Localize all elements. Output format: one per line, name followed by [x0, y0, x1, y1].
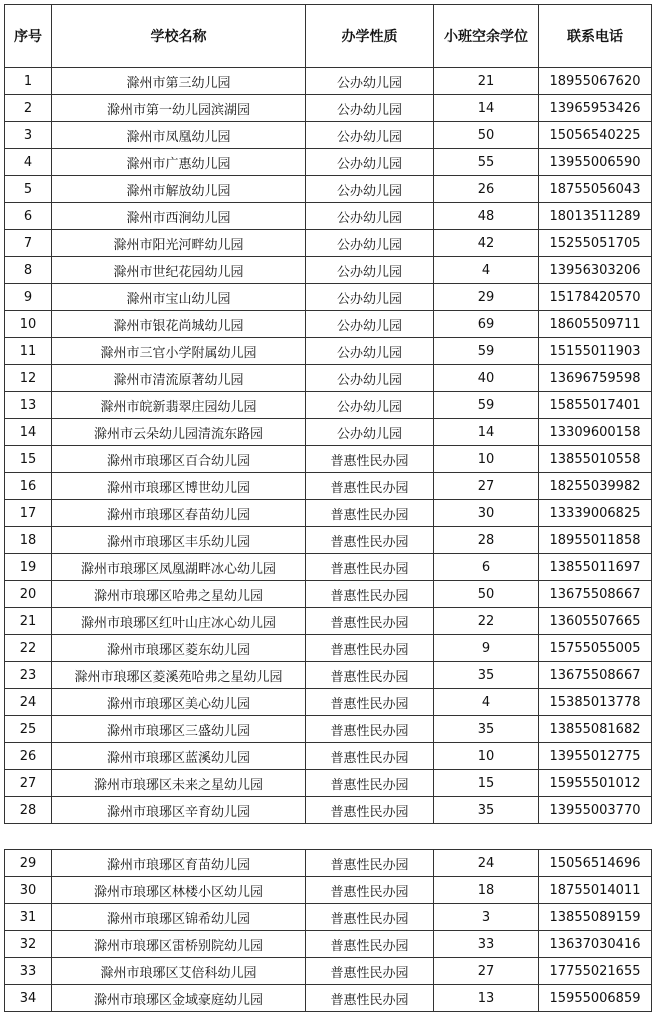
cell-no: 17	[5, 500, 52, 527]
cell-phone: 13855089159	[539, 904, 652, 931]
cell-phone: 15056514696	[539, 850, 652, 877]
cell-school-type: 公办幼儿园	[306, 122, 434, 149]
cell-school-name: 滁州市琅琊区美心幼儿园	[52, 689, 306, 716]
cell-school-type: 公办幼儿园	[306, 257, 434, 284]
cell-phone: 15155011903	[539, 338, 652, 365]
cell-phone: 13675508667	[539, 662, 652, 689]
table-header	[5, 5, 652, 68]
cell-available-seats: 59	[434, 392, 539, 419]
cell-no: 28	[5, 797, 52, 824]
cell-school-name: 滁州市琅琊区锦希幼儿园	[52, 904, 306, 931]
cell-no: 1	[5, 68, 52, 95]
cell-no: 18	[5, 527, 52, 554]
cell-school-name: 滁州市琅琊区菱东幼儿园	[52, 635, 306, 662]
cell-phone: 13637030416	[539, 931, 652, 958]
cell-school-type: 公办幼儿园	[306, 230, 434, 257]
cell-available-seats: 30	[434, 500, 539, 527]
cell-no: 19	[5, 554, 52, 581]
table-row	[5, 689, 652, 716]
cell-no: 2	[5, 95, 52, 122]
table-row	[5, 392, 652, 419]
table-row	[5, 716, 652, 743]
cell-available-seats: 33	[434, 931, 539, 958]
cell-no: 23	[5, 662, 52, 689]
header-no: 序号	[5, 5, 52, 68]
cell-phone: 18955067620	[539, 68, 652, 95]
cell-no: 25	[5, 716, 52, 743]
cell-school-type: 普惠性民办园	[306, 554, 434, 581]
cell-phone: 13855010558	[539, 446, 652, 473]
cell-phone: 15955501012	[539, 770, 652, 797]
cell-phone: 18755014011	[539, 877, 652, 904]
cell-no: 9	[5, 284, 52, 311]
cell-school-name: 滁州市第一幼儿园滨湖园	[52, 95, 306, 122]
table-row	[5, 877, 652, 904]
cell-school-type: 普惠性民办园	[306, 662, 434, 689]
cell-no: 31	[5, 904, 52, 931]
table-row	[5, 662, 652, 689]
cell-school-name: 滁州市琅琊区博世幼儿园	[52, 473, 306, 500]
table-row	[5, 149, 652, 176]
cell-no: 27	[5, 770, 52, 797]
table-row	[5, 203, 652, 230]
cell-available-seats: 55	[434, 149, 539, 176]
cell-phone: 15955006859	[539, 985, 652, 1012]
cell-phone: 13965953426	[539, 95, 652, 122]
cell-available-seats: 42	[434, 230, 539, 257]
cell-no: 4	[5, 149, 52, 176]
cell-school-name: 滁州市琅琊区三盛幼儿园	[52, 716, 306, 743]
cell-school-type: 公办幼儿园	[306, 176, 434, 203]
cell-available-seats: 35	[434, 662, 539, 689]
cell-available-seats: 6	[434, 554, 539, 581]
cell-school-type: 公办幼儿园	[306, 338, 434, 365]
cell-phone: 13605507665	[539, 608, 652, 635]
cell-available-seats: 24	[434, 850, 539, 877]
cell-school-name: 滁州市清流原著幼儿园	[52, 365, 306, 392]
cell-phone: 13955012775	[539, 743, 652, 770]
cell-no: 34	[5, 985, 52, 1012]
table-row	[5, 608, 652, 635]
cell-no: 3	[5, 122, 52, 149]
cell-school-name: 滁州市第三幼儿园	[52, 68, 306, 95]
cell-school-type: 普惠性民办园	[306, 527, 434, 554]
table-body-page-2	[5, 850, 652, 1012]
cell-available-seats: 27	[434, 473, 539, 500]
table-row	[5, 284, 652, 311]
cell-school-type: 公办幼儿园	[306, 419, 434, 446]
cell-school-name: 滁州市琅琊区红叶山庄冰心幼儿园	[52, 608, 306, 635]
cell-available-seats: 4	[434, 257, 539, 284]
cell-school-type: 公办幼儿园	[306, 365, 434, 392]
cell-school-name: 滁州市凤凰幼儿园	[52, 122, 306, 149]
cell-available-seats: 9	[434, 635, 539, 662]
cell-available-seats: 29	[434, 284, 539, 311]
header-school-type: 办学性质	[306, 5, 434, 68]
table-body-page-1	[5, 68, 652, 824]
cell-school-name: 滁州市琅琊区菱溪苑哈弗之星幼儿园	[52, 662, 306, 689]
table-row	[5, 527, 652, 554]
cell-school-name: 滁州市解放幼儿园	[52, 176, 306, 203]
cell-phone: 15255051705	[539, 230, 652, 257]
cell-school-type: 普惠性民办园	[306, 473, 434, 500]
cell-phone: 13309600158	[539, 419, 652, 446]
table-row	[5, 68, 652, 95]
cell-school-name: 滁州市琅琊区春苗幼儿园	[52, 500, 306, 527]
cell-school-type: 普惠性民办园	[306, 958, 434, 985]
cell-school-name: 滁州市银花尚城幼儿园	[52, 311, 306, 338]
cell-available-seats: 26	[434, 176, 539, 203]
cell-available-seats: 15	[434, 770, 539, 797]
cell-no: 32	[5, 931, 52, 958]
cell-phone: 15056540225	[539, 122, 652, 149]
table-row	[5, 554, 652, 581]
cell-school-name: 滁州市琅琊区百合幼儿园	[52, 446, 306, 473]
table-row	[5, 770, 652, 797]
cell-school-type: 公办幼儿园	[306, 68, 434, 95]
table-row	[5, 95, 652, 122]
cell-available-seats: 10	[434, 743, 539, 770]
cell-available-seats: 10	[434, 446, 539, 473]
cell-available-seats: 35	[434, 716, 539, 743]
cell-school-type: 公办幼儿园	[306, 311, 434, 338]
cell-available-seats: 21	[434, 68, 539, 95]
cell-available-seats: 4	[434, 689, 539, 716]
cell-no: 26	[5, 743, 52, 770]
cell-no: 15	[5, 446, 52, 473]
cell-available-seats: 50	[434, 581, 539, 608]
cell-school-type: 普惠性民办园	[306, 716, 434, 743]
table-row	[5, 904, 652, 931]
cell-school-name: 滁州市宝山幼儿园	[52, 284, 306, 311]
table-row	[5, 230, 652, 257]
cell-school-type: 普惠性民办园	[306, 850, 434, 877]
cell-school-type: 普惠性民办园	[306, 635, 434, 662]
cell-phone: 15178420570	[539, 284, 652, 311]
cell-available-seats: 69	[434, 311, 539, 338]
cell-phone: 15385013778	[539, 689, 652, 716]
cell-school-name: 滁州市琅琊区金域豪庭幼儿园	[52, 985, 306, 1012]
table-row	[5, 931, 652, 958]
cell-no: 21	[5, 608, 52, 635]
cell-no: 6	[5, 203, 52, 230]
cell-school-type: 普惠性民办园	[306, 931, 434, 958]
cell-phone: 13855081682	[539, 716, 652, 743]
cell-phone: 18755056043	[539, 176, 652, 203]
table-row	[5, 500, 652, 527]
table-row	[5, 257, 652, 284]
cell-no: 33	[5, 958, 52, 985]
cell-school-name: 滁州市琅琊区艾倍科幼儿园	[52, 958, 306, 985]
cell-phone: 13339006825	[539, 500, 652, 527]
cell-phone: 13955003770	[539, 797, 652, 824]
cell-school-type: 普惠性民办园	[306, 743, 434, 770]
kindergarten-table-page-1	[4, 4, 652, 824]
cell-available-seats: 28	[434, 527, 539, 554]
cell-school-name: 滁州市云朵幼儿园清流东路园	[52, 419, 306, 446]
cell-phone: 17755021655	[539, 958, 652, 985]
cell-available-seats: 13	[434, 985, 539, 1012]
cell-school-name: 滁州市三官小学附属幼儿园	[52, 338, 306, 365]
table-row	[5, 419, 652, 446]
cell-no: 12	[5, 365, 52, 392]
cell-school-type: 公办幼儿园	[306, 392, 434, 419]
cell-school-name: 滁州市琅琊区凤凰湖畔冰心幼儿园	[52, 554, 306, 581]
cell-school-name: 滁州市琅琊区育苗幼儿园	[52, 850, 306, 877]
table-row	[5, 958, 652, 985]
cell-school-name: 滁州市琅琊区未来之星幼儿园	[52, 770, 306, 797]
cell-school-type: 普惠性民办园	[306, 770, 434, 797]
cell-available-seats: 35	[434, 797, 539, 824]
cell-available-seats: 3	[434, 904, 539, 931]
cell-available-seats: 59	[434, 338, 539, 365]
cell-school-type: 普惠性民办园	[306, 904, 434, 931]
table-row	[5, 581, 652, 608]
cell-phone: 13955006590	[539, 149, 652, 176]
cell-school-type: 公办幼儿园	[306, 203, 434, 230]
cell-phone: 13956303206	[539, 257, 652, 284]
cell-no: 8	[5, 257, 52, 284]
table-row	[5, 122, 652, 149]
cell-school-name: 滁州市琅琊区林楼小区幼儿园	[52, 877, 306, 904]
cell-phone: 18255039982	[539, 473, 652, 500]
table-row	[5, 797, 652, 824]
cell-school-type: 公办幼儿园	[306, 284, 434, 311]
cell-available-seats: 14	[434, 419, 539, 446]
cell-school-type: 普惠性民办园	[306, 689, 434, 716]
cell-school-type: 普惠性民办园	[306, 797, 434, 824]
cell-school-type: 公办幼儿园	[306, 149, 434, 176]
cell-no: 13	[5, 392, 52, 419]
cell-no: 22	[5, 635, 52, 662]
cell-no: 5	[5, 176, 52, 203]
cell-phone: 15855017401	[539, 392, 652, 419]
cell-no: 29	[5, 850, 52, 877]
cell-phone: 13855011697	[539, 554, 652, 581]
cell-phone: 18013511289	[539, 203, 652, 230]
table-row	[5, 311, 652, 338]
cell-school-name: 滁州市西涧幼儿园	[52, 203, 306, 230]
cell-school-type: 普惠性民办园	[306, 500, 434, 527]
cell-school-type: 普惠性民办园	[306, 985, 434, 1012]
header-available-seats: 小班空余学位	[434, 5, 539, 68]
cell-school-type: 普惠性民办园	[306, 608, 434, 635]
table-row	[5, 446, 652, 473]
table-row	[5, 176, 652, 203]
cell-school-type: 普惠性民办园	[306, 877, 434, 904]
cell-no: 10	[5, 311, 52, 338]
cell-available-seats: 50	[434, 122, 539, 149]
cell-school-name: 滁州市世纪花园幼儿园	[52, 257, 306, 284]
cell-no: 30	[5, 877, 52, 904]
cell-no: 24	[5, 689, 52, 716]
cell-phone: 13675508667	[539, 581, 652, 608]
cell-phone: 15755055005	[539, 635, 652, 662]
cell-available-seats: 48	[434, 203, 539, 230]
cell-no: 16	[5, 473, 52, 500]
table-row	[5, 985, 652, 1012]
cell-school-name: 滁州市琅琊区哈弗之星幼儿园	[52, 581, 306, 608]
cell-no: 14	[5, 419, 52, 446]
cell-school-name: 滁州市琅琊区蓝溪幼儿园	[52, 743, 306, 770]
cell-school-name: 滁州市阳光河畔幼儿园	[52, 230, 306, 257]
header-school-name: 学校名称	[52, 5, 306, 68]
table-row	[5, 365, 652, 392]
cell-school-name: 滁州市琅琊区丰乐幼儿园	[52, 527, 306, 554]
table-row	[5, 635, 652, 662]
table-row	[5, 850, 652, 877]
header-phone: 联系电话	[539, 5, 652, 68]
cell-available-seats: 40	[434, 365, 539, 392]
cell-phone: 18605509711	[539, 311, 652, 338]
cell-phone: 13696759598	[539, 365, 652, 392]
cell-no: 7	[5, 230, 52, 257]
header-row	[5, 5, 652, 68]
cell-school-name: 滁州市皖新翡翠庄园幼儿园	[52, 392, 306, 419]
table-row	[5, 743, 652, 770]
cell-available-seats: 22	[434, 608, 539, 635]
cell-school-name: 滁州市琅琊区雷桥别院幼儿园	[52, 931, 306, 958]
cell-no: 11	[5, 338, 52, 365]
cell-available-seats: 18	[434, 877, 539, 904]
kindergarten-table-page-2	[4, 849, 652, 1012]
table-row	[5, 338, 652, 365]
cell-school-type: 普惠性民办园	[306, 581, 434, 608]
table-row	[5, 473, 652, 500]
cell-available-seats: 14	[434, 95, 539, 122]
cell-phone: 18955011858	[539, 527, 652, 554]
cell-school-type: 普惠性民办园	[306, 446, 434, 473]
cell-available-seats: 27	[434, 958, 539, 985]
cell-no: 20	[5, 581, 52, 608]
cell-school-name: 滁州市琅琊区辛育幼儿园	[52, 797, 306, 824]
cell-school-type: 公办幼儿园	[306, 95, 434, 122]
cell-school-name: 滁州市广惠幼儿园	[52, 149, 306, 176]
